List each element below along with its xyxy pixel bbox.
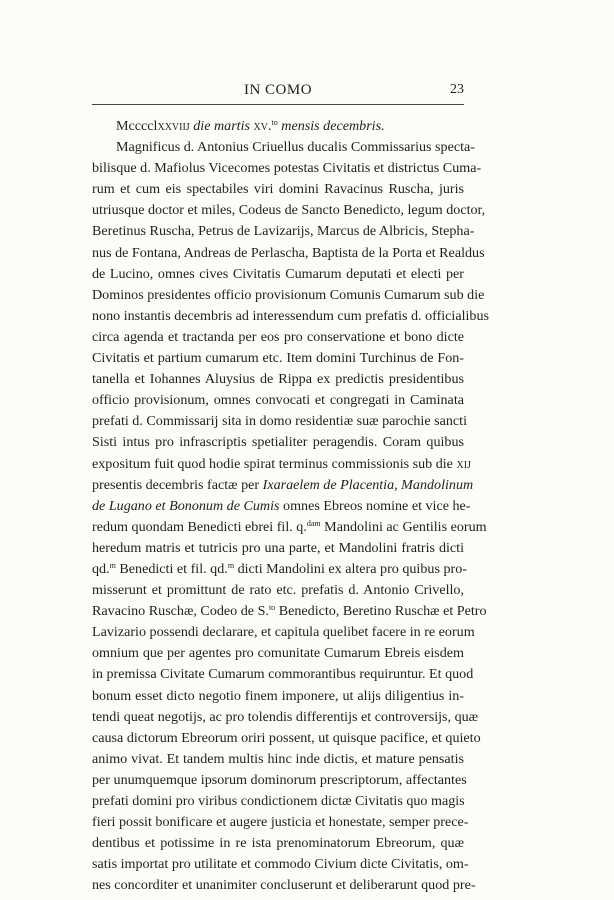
text-line: fieri possit bonificare et augere justicia et honestate, semper prece- [92,814,469,831]
date-month: mensis decembris. [277,118,385,134]
text-line: circa agenda et tractanda per eos pro conservatione et bono dicte [92,328,464,345]
text-line: omnium que per agentes pro comunitate Cumarum Ebreis eisdem [92,645,464,662]
text-line [92,517,487,538]
date-line [92,116,464,137]
text-line: in premissa Civitate Cumarum commorantibus requiruntur. Et quod [92,666,474,683]
document-body [92,116,490,896]
text-segment: Ravacino Ruschæ, Codeo de S. [92,603,269,620]
text-line: officio provisionum, omnes convocati et congregati in Caminata [92,392,464,409]
text-segment: presentis decembris factæ per [92,476,263,493]
text-line [92,601,487,622]
text-line: prefati d. Commissarij sita in domo residentiæ suæ parochie sancti [92,413,467,430]
text-line: satis importat pro utilitate et commodo Civium dicte Civitatis, om- [92,856,469,873]
date-italic: die martis [193,118,251,134]
text-line: Beretinus Ruscha, Petrus de Lavizarijs, Marcus de Albricis, Stepha- [92,223,475,240]
date-day-sup: to [271,118,278,127]
text-segment-smallcaps: xij [456,455,471,472]
superscript: dam [306,518,321,528]
text-segment: Benedicti et fil. qd. [115,560,228,577]
superscript: to [268,603,276,613]
text-line: Sisti intus pro infrascriptis spetialiter peragendis. Coram quibus [92,434,464,451]
text-line: causa dictorum Ebreorum oriri possent, ut quisque pacifice, et quieto [92,729,481,746]
running-head [92,82,464,104]
page-number: 23 [450,82,464,97]
text-line: misserunt et promittunt de rato etc. prefatis d. Antonio Crivello, [92,582,464,599]
text-line: de Lucino, omnes cives Civitatis Cumarum deputati et electi per [92,265,464,282]
date-year-rest: xxviij [157,118,190,134]
text-line: nono instantis decembris ad interessendum cum prefatis d. officialibus [92,307,490,324]
text-line: Civitatis et partium cumarum etc. Item domini Turchinus de Fon- [92,350,464,367]
text-segment: Benedicto, Beretino Ruschæ et Petro [275,603,487,620]
text-line: Lavizario possendi declarare, et capitula quelibet facere in re eorum [92,624,475,641]
text-line [92,496,471,517]
text-segment: qd. [92,560,110,577]
text-segment-italic: Ixaraelem de Placentia, Mandolinum [262,476,474,493]
text-segment: expositum fuit quod hodie spirat terminus commissionis sub die [92,455,457,472]
text-line: bonum esset dicto negotio finem imponere, ut alijs diligentius in- [92,687,464,704]
text-line: tendi queat negotijs, ac pro tolendis differentijs et controversijs, quæ [92,708,479,725]
text-line: utriusque doctor et miles, Codeus de Sancto Benedicto, legum doctor, [92,202,486,219]
text-line: Magnificus d. Antonius Criuellus ducalis Commissarius specta- [116,139,475,156]
text-line: per unumquemque ipsorum dominorum prescriptorum, affectantes [92,771,467,788]
text-segment-italic: de Lugano et Bononum de Cumis [92,497,280,514]
text-segment: omnes Ebreos nomine et vice he- [279,497,471,514]
text-line [92,475,474,496]
superscript: m [227,560,235,570]
text-segment: redum quondam Benedicti ebrei fil. q. [92,518,307,535]
text-line: heredum matris et tutricis pro una parte, et Mandolini fratris dicti [92,539,464,556]
text-line: Dominos presidentes officio provisionum Comunis Cumarum sub die [92,286,485,303]
text-segment: dicti Mandolini ex altera pro quibus pro- [234,560,467,577]
date-day: xv. [250,118,272,134]
text-line: rum et cum eis spectabiles viri domini Ravacinus Ruscha, juris [92,181,464,198]
text-line: bilisque d. Mafiolus Vicecomes potestas Civitatis et districtus Cuma- [92,160,482,177]
header-rule [92,104,464,105]
text-line: animo vivat. Et tandem multis hinc inde dictis, et mature pensatis [92,750,464,767]
text-line: nes concorditer et unanimiter concluserunt et deliberarunt quod pre- [92,877,476,894]
running-title: IN COMO [243,82,313,98]
text-line: prefati domini pro viribus condictionem dictæ Civitatis quo magis [92,793,465,809]
text-line [92,454,471,475]
text-segment: Mandolini ac Gentilis eorum [320,518,487,535]
text-line: dentibus et potissime in re ista prenominatorum Ebreorum, quæ [92,835,464,852]
text-line: nus de Fontana, Andreas de Perlascha, Baptista de la Porta et Realdus [92,244,485,261]
text-line [92,559,467,580]
superscript: m [109,560,116,570]
text-line: tanella et Iohannes Aluysius de Rippa ex predictis presidentibus [92,371,464,388]
date-year: Mccccl [116,118,158,134]
